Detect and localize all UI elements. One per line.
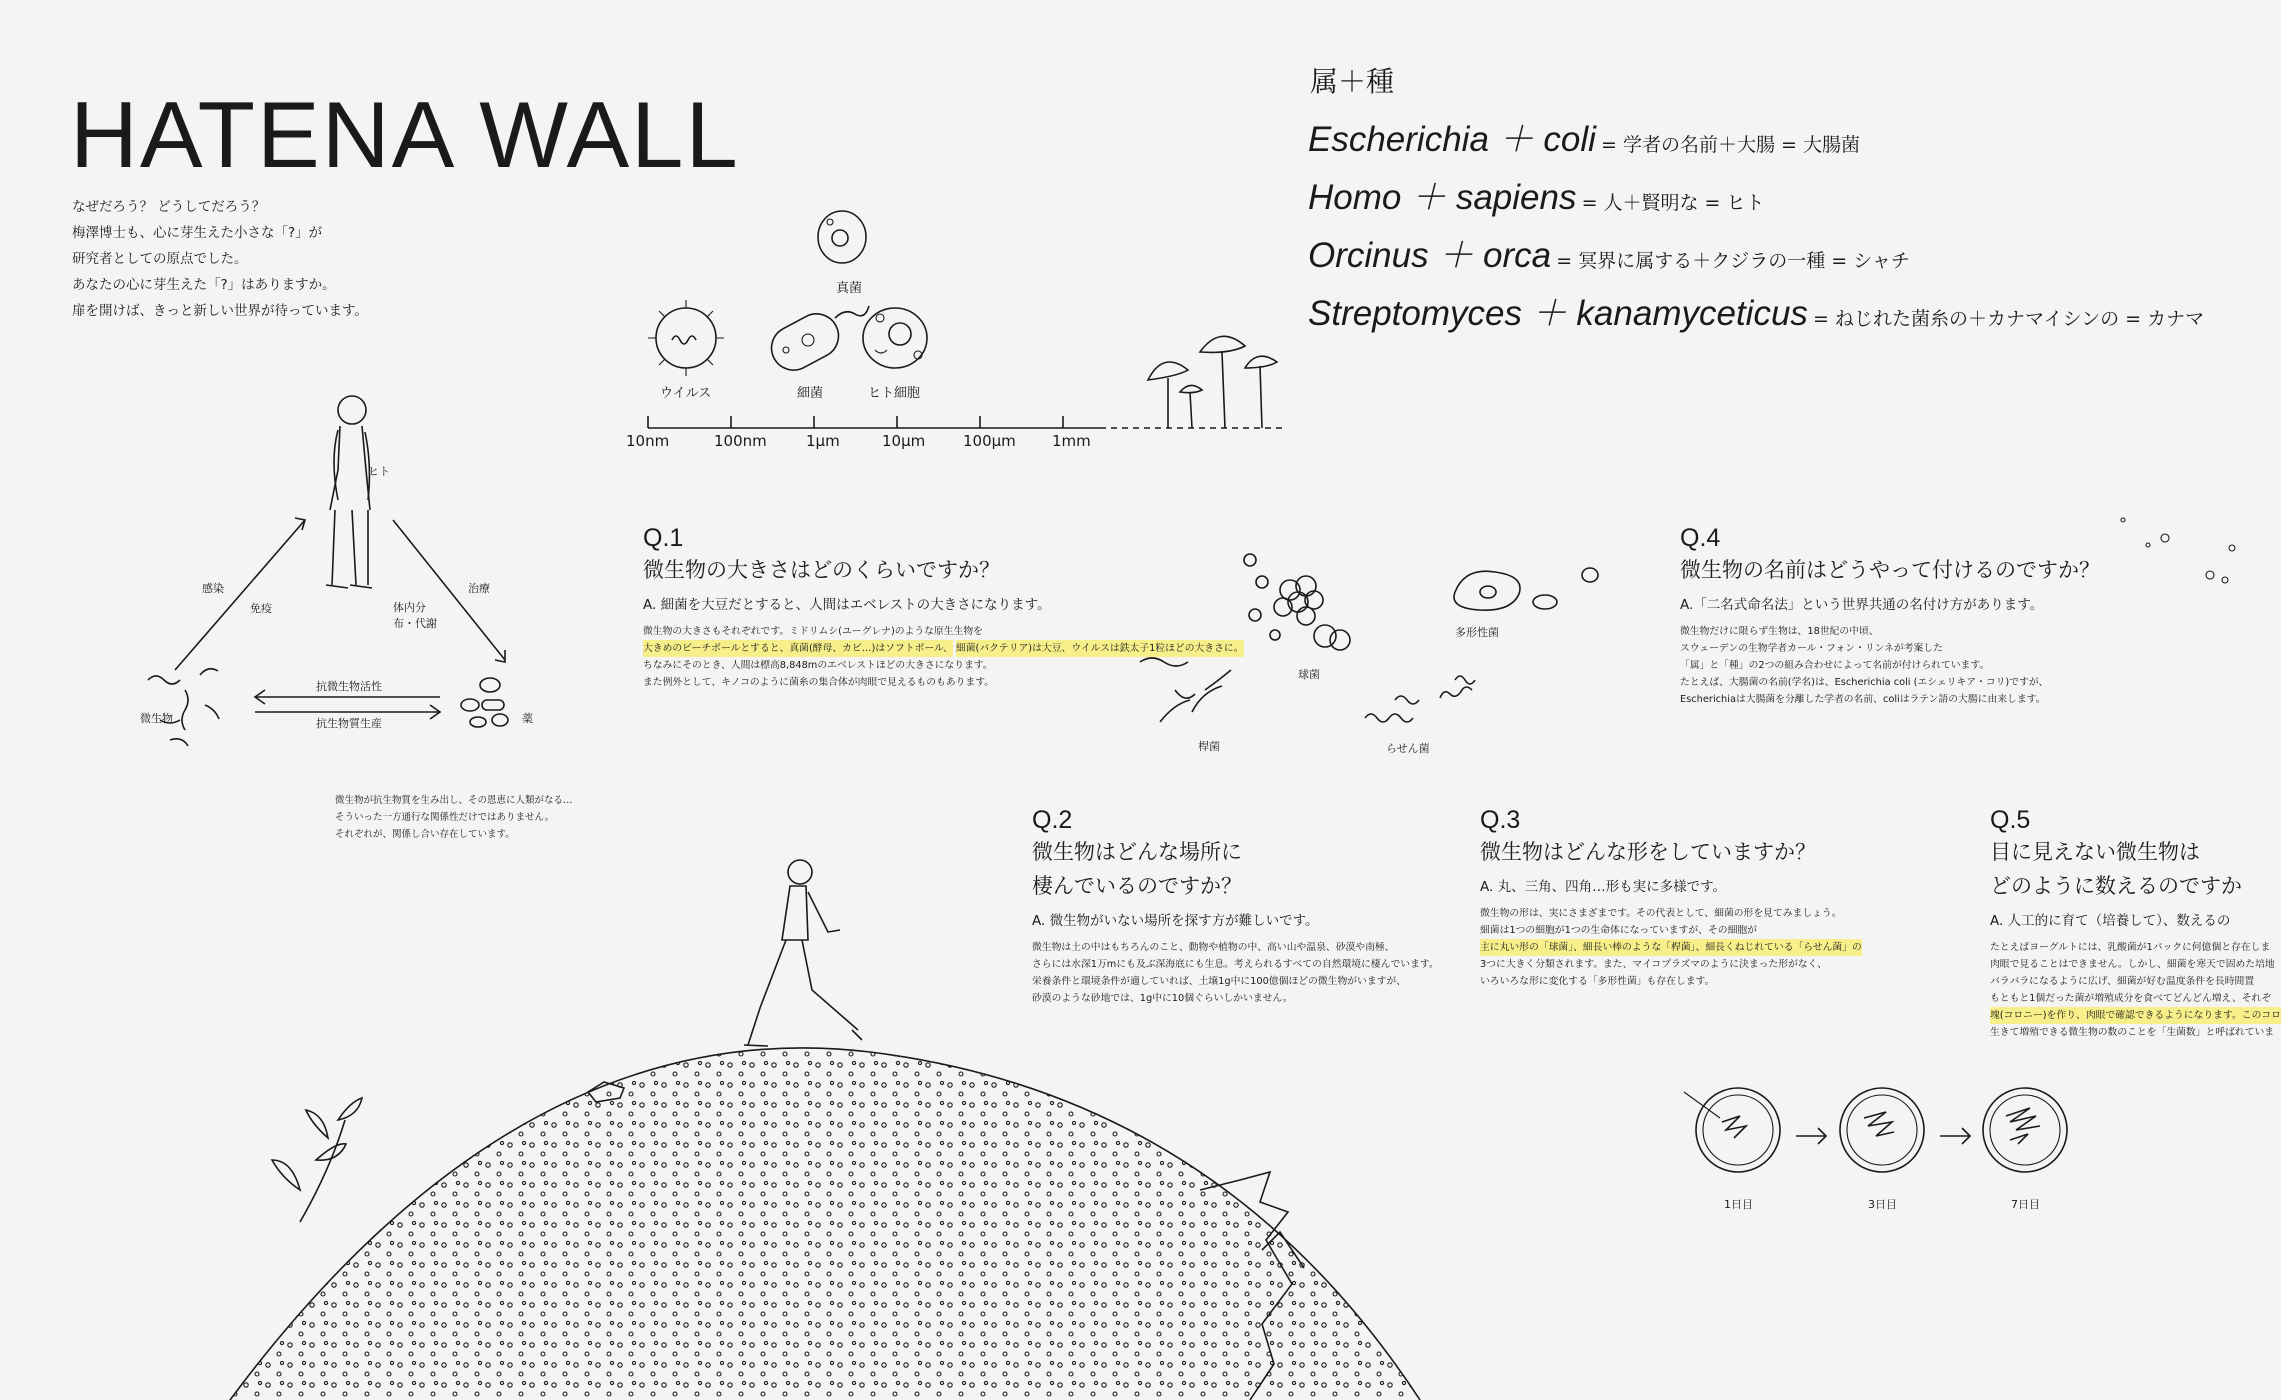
medicine-pills-icon bbox=[461, 678, 508, 727]
q5-title-line: 目に見えない微生物は bbox=[1990, 840, 2200, 864]
q4-number: Q.4 bbox=[1680, 524, 1721, 552]
label-day7: 7日目 bbox=[2011, 1198, 2040, 1211]
bacterium-icon bbox=[764, 306, 869, 378]
note-line: そういった一方通行な関係性だけではありません。 bbox=[335, 812, 555, 823]
q1-body-line: また例外として、キノコのように菌糸の集合体が肉眼で見えるものもあります。 bbox=[643, 677, 995, 688]
genus-name: Streptomyces bbox=[1308, 294, 1522, 333]
petri-dish-day7-icon bbox=[1983, 1088, 2067, 1172]
q5-body bbox=[1990, 939, 2281, 1041]
q2-number: Q.2 bbox=[1032, 806, 1073, 834]
species-name: coli bbox=[1543, 120, 1596, 159]
q5-title-line: どのように数えるのですか bbox=[1990, 874, 2242, 898]
q2-body-line: 微生物は土の中はもちろんのこと、動物や植物の中、高い山や温泉、砂漠や南極、 bbox=[1032, 942, 1395, 953]
human-cell-icon bbox=[863, 308, 927, 368]
tick-1mm: 1mm bbox=[1052, 432, 1091, 450]
pleomorphic-icon bbox=[1454, 568, 1598, 610]
q3-body-line: いろいろな形に変化する「多形性菌」も存在します。 bbox=[1480, 976, 1715, 987]
q1-answer: A. 細菌を大豆だとすると、人間はエベレストの大きさになります。 bbox=[643, 597, 1051, 613]
q5-body-line: 肉眼で見ることはできません。しかし、細菌を寒天で固めた培地 bbox=[1990, 959, 2275, 970]
q4-body-line: Escherichiaは大腸菌を分離した学者の名前、coliはラテン語の大腸に由来します。 bbox=[1680, 694, 2046, 705]
petri-dish-day3-icon bbox=[1840, 1088, 1924, 1172]
genus-name: Escherichia bbox=[1308, 120, 1489, 159]
q2-body-line: 砂漠のような砂地では、1g中に10個ぐらいしかいません。 bbox=[1032, 993, 1293, 1004]
q5-body-line: もともと1個だった菌が増殖成分を食べてどんどん増え、それぞ bbox=[1990, 993, 2272, 1004]
virus-icon bbox=[648, 300, 724, 376]
tick-1um: 1μm bbox=[806, 432, 840, 450]
q1-body bbox=[643, 623, 1244, 691]
genus-name: Orcinus bbox=[1308, 236, 1429, 275]
label-immunity: 免疫 bbox=[250, 602, 272, 615]
note-line: 微生物が抗生物質を生み出し、その恩恵に人類がなる… bbox=[335, 795, 573, 806]
naming-row: Streptomyces ＋ kanamyceticus = ねじれた菌糸の＋カナマイシンの = カナマ bbox=[1308, 294, 2205, 333]
q3-answer: A. 丸、三角、四角…形も実に多様です。 bbox=[1480, 879, 1726, 895]
q5-body-line: 生きて増殖できる微生物の数のことを「生菌数」と呼ばれていま bbox=[1990, 1027, 2275, 1038]
species-name: sapiens bbox=[1455, 178, 1577, 217]
label-treatment: 治療 bbox=[468, 582, 490, 595]
q1-body-line: 細菌(バクテリア)は大豆、ウイルスは鉄太子1粒ほどの大きさに。 bbox=[956, 640, 1244, 657]
intro-line: 研究者としての原点でした。 bbox=[72, 251, 248, 267]
tick-100um: 100μm bbox=[963, 432, 1016, 450]
q2-title-line: 微生物はどんな場所に bbox=[1032, 840, 1242, 864]
tick-10um: 10μm bbox=[882, 432, 926, 450]
intro-line: 梅澤博士も、心に芽生えた小さな「?」が bbox=[72, 225, 323, 241]
name-meaning: = ねじれた菌糸の＋カナマイシンの = カナマ bbox=[1813, 308, 2205, 330]
q4-body-line: 微生物だけに限らず生物は、18世紀の中頃、 bbox=[1680, 626, 1879, 637]
q4-body-line: たとえば、大腸菌の名前(学名)は、Escherichia coli (エシェリキア・コリ)ですが、 bbox=[1680, 677, 2049, 688]
naming-row: Homo ＋ sapiens = 人＋賢明な = ヒト bbox=[1308, 178, 1765, 217]
q4-body-line: スウェーデンの生物学者カール・フォン・リンネが考案した bbox=[1680, 643, 1943, 654]
note-line: それぞれが、関係し合い存在しています。 bbox=[335, 829, 515, 840]
floating-dots bbox=[2121, 518, 2235, 583]
species-name: orca bbox=[1483, 236, 1552, 275]
naming-row: Escherichia ＋ coli = 学者の名前＋大腸 = 大腸菌 bbox=[1308, 120, 1860, 159]
cocci-cluster-icon bbox=[1244, 554, 1350, 650]
q1-number: Q.1 bbox=[643, 524, 684, 552]
petri-dish-day1-icon bbox=[1684, 1088, 1780, 1172]
q3-body bbox=[1480, 905, 1862, 990]
q5-body-line: バラバラになるように広げ、細菌が好む温度条件を長時間置 bbox=[1990, 976, 2255, 987]
q5-answer: A. 人工的に育て（培養して）、数えるの bbox=[1990, 913, 2231, 929]
mushroom-group-icon bbox=[1148, 336, 1277, 428]
species-name: kanamyceticus bbox=[1576, 294, 1808, 333]
label-day1: 1日目 bbox=[1724, 1198, 1753, 1211]
q4-body-line: 「属」と「種」の2つの組み合わせによって名前が付けられています。 bbox=[1680, 660, 1990, 671]
q3-body-line: 3つに大きく分類されます。また、マイコプラズマのように決まった形がなく、 bbox=[1480, 959, 1828, 970]
microbe-cluster-icon bbox=[148, 669, 219, 746]
naming-header: 属＋種 bbox=[1310, 65, 1395, 98]
label-microbe: 微生物 bbox=[140, 712, 173, 725]
label-fungus: 真菌 bbox=[836, 281, 863, 296]
name-meaning: = 学者の名前＋大腸 = 大腸菌 bbox=[1601, 134, 1860, 156]
label-pleomorphic: 多形性菌 bbox=[1455, 626, 1499, 639]
q3-body-line: 細菌は1つの細胞が1つの生命体になっていますが、その細胞が bbox=[1480, 925, 1757, 936]
q5-body-line: 塊(コロニー)を作り、肉眼で確認できるようになります。このコロ bbox=[1990, 1007, 2281, 1024]
q1-body-line: 微生物の大きさもそれぞれです。ミドリムシ(ユーグレナ)のような原生生物を bbox=[643, 626, 983, 637]
genus-name: Homo bbox=[1308, 178, 1402, 217]
naming-row: Orcinus ＋ orca = 冥界に属する＋クジラの一種 = シャチ bbox=[1308, 236, 1910, 275]
label-antibiotic-activity: 抗微生物活性 bbox=[316, 680, 382, 693]
q3-title: 微生物はどんな形をしていますか？ bbox=[1480, 840, 1816, 864]
walking-person-icon bbox=[744, 860, 862, 1046]
planet-illustration bbox=[230, 1048, 1420, 1400]
intro-line: なぜだろう？ どうしてだろう？ bbox=[72, 199, 266, 215]
label-day3: 3日目 bbox=[1868, 1198, 1897, 1211]
label-antibiotic-production: 抗生物質生産 bbox=[316, 717, 382, 730]
intro-line: あなたの心に芽生えた「?」はありますか。 bbox=[72, 277, 336, 293]
fungus-cell-icon bbox=[818, 211, 866, 263]
tick-10nm: 10nm bbox=[626, 432, 670, 450]
q3-body-line: 主に丸い形の「球菌」、細長い棒のような「桿菌」、細長くねじれている「らせん菌」の bbox=[1480, 939, 1862, 956]
q2-block bbox=[1032, 806, 1439, 1007]
human-standing-icon bbox=[326, 396, 372, 588]
q3-block bbox=[1480, 806, 1862, 990]
intro-line: 扉を開けば、きっと新しい世界が待っています。 bbox=[72, 303, 368, 319]
q3-number: Q.3 bbox=[1480, 806, 1521, 834]
label-infection: 感染 bbox=[202, 582, 224, 595]
q2-answer: A. 微生物がいない場所を探す方が難しいです。 bbox=[1032, 913, 1319, 929]
label-bacterium: 細菌 bbox=[797, 386, 824, 401]
plant-leaves-icon bbox=[272, 1098, 362, 1222]
q4-title: 微生物の名前はどうやって付けるのですか？ bbox=[1680, 558, 2100, 582]
label-cocci: 球菌 bbox=[1298, 668, 1320, 681]
q5-number: Q.5 bbox=[1990, 806, 2031, 834]
q2-body-line: さらには水深1万mにも及ぶ深海底にも生息。考えられるすべての自然環境に棲んでいます。 bbox=[1032, 959, 1439, 970]
name-meaning: = 冥界に属する＋クジラの一種 = シャチ bbox=[1556, 250, 1910, 272]
q5-body-line: たとえばヨーグルトには、乳酸菌が1パックに何億個と存在しま bbox=[1990, 942, 2271, 953]
q1-title: 微生物の大きさはどのくらいですか？ bbox=[643, 558, 1000, 582]
q4-answer: A.「二名式命名法」という世界共通の名付け方があります。 bbox=[1680, 597, 2044, 613]
q5-block bbox=[1990, 806, 2281, 1041]
q1-body-line: 大きめのビーチボールとすると、真菌(酵母、カビ…)はソフトボール、 bbox=[643, 640, 953, 657]
size-scale-axis bbox=[648, 416, 1285, 428]
label-human-cell: ヒト細胞 bbox=[868, 386, 921, 401]
q2-body-line: 栄養条件と環境条件が適していれば、土壌1g中に100億個ほどの微生物がいますが、 bbox=[1032, 976, 1407, 987]
q4-body bbox=[1680, 623, 2100, 708]
q2-body bbox=[1032, 939, 1439, 1007]
q4-block bbox=[1680, 524, 2100, 708]
label-spiral: らせん菌 bbox=[1386, 742, 1430, 755]
label-medicine: 薬 bbox=[522, 712, 533, 725]
label-human: ヒト bbox=[368, 465, 390, 478]
q2-title-line: 棲んでいるのですか？ bbox=[1032, 874, 1242, 898]
tick-100nm: 100nm bbox=[714, 432, 767, 450]
name-meaning: = 人＋賢明な = ヒト bbox=[1581, 192, 1765, 214]
label-distribution: 体内分布・代謝 bbox=[393, 601, 437, 630]
cycle-note bbox=[335, 792, 573, 843]
q1-block bbox=[643, 524, 1244, 691]
spiral-bacteria-icon bbox=[1365, 676, 1475, 722]
page-title: HATENA WALL bbox=[70, 82, 740, 187]
q1-body-line: ちなみにそのとき、人間は標高8,848mのエベレストほどの大きさになります。 bbox=[643, 660, 993, 671]
q3-body-line: 微生物の形は、実にさまざまです。その代表として、細菌の形を見てみましょう。 bbox=[1480, 908, 1842, 919]
label-virus: ウイルス bbox=[660, 386, 712, 401]
label-rod: 桿菌 bbox=[1198, 740, 1220, 753]
